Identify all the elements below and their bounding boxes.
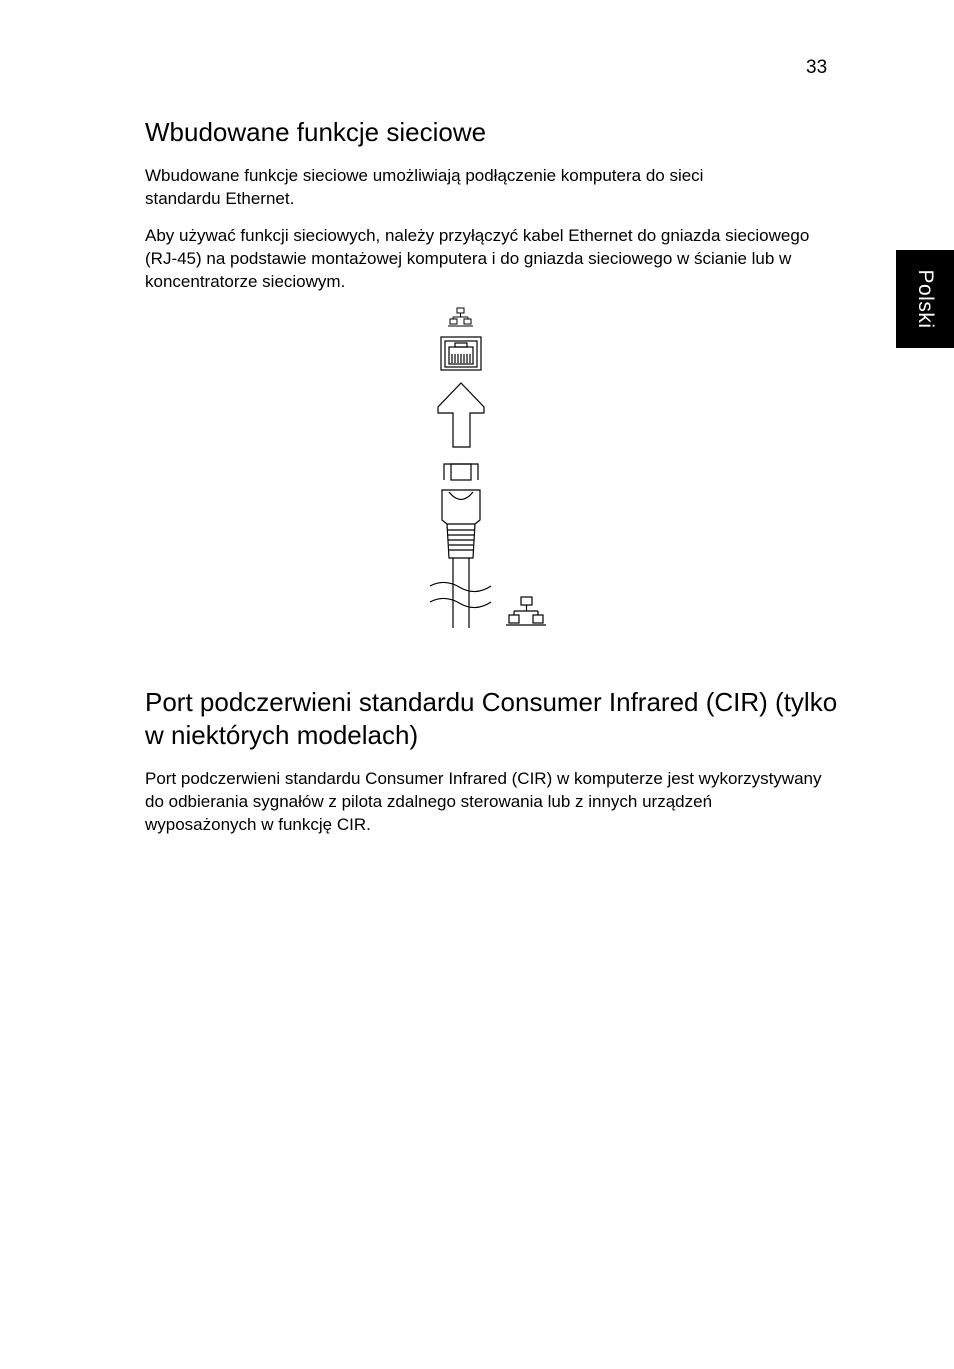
language-tab-label: Polski	[914, 269, 937, 329]
cir-paragraph	[145, 767, 835, 836]
ethernet-connection-figure	[420, 302, 560, 632]
section-title-network: Wbudowane funkcje sieciowe	[145, 117, 487, 147]
rj45-plug-icon	[430, 464, 491, 628]
page-number: 33	[806, 57, 828, 78]
network-paragraph-2	[145, 224, 835, 293]
network-icon	[506, 597, 546, 625]
rj45-port-icon	[441, 337, 481, 370]
network-paragraph-1-text: Wbudowane funkcje sieciowe umożliwiają podłączenie komputera do sieci standardu Ethernet.	[145, 166, 704, 208]
network-paragraph-1	[145, 164, 835, 210]
section-title-cir: Port podczerwieni standardu Consumer Infrared (CIR) (tylko w niektórych modelach)	[145, 687, 838, 750]
cir-paragraph-text: Port podczerwieni standardu Consumer Infrared (CIR) w komputerze jest wykorzystywany do odbierania sygnałów z pilota zdalnego sterowania lub z innych urządzeń wyposażonych w funkcję CIR.	[145, 769, 822, 834]
network-paragraph-2-text: Aby używać funkcji sieciowych, należy przyłączyć kabel Ethernet do gniazda sieciowego (RJ-45) na podstawie montażowej komputera i do gniazda sieciowego w ścianie lub w koncentratorze sieciowym.	[145, 226, 810, 291]
arrow-up-icon	[438, 383, 484, 447]
network-icon	[448, 308, 473, 326]
language-tab	[896, 250, 954, 348]
